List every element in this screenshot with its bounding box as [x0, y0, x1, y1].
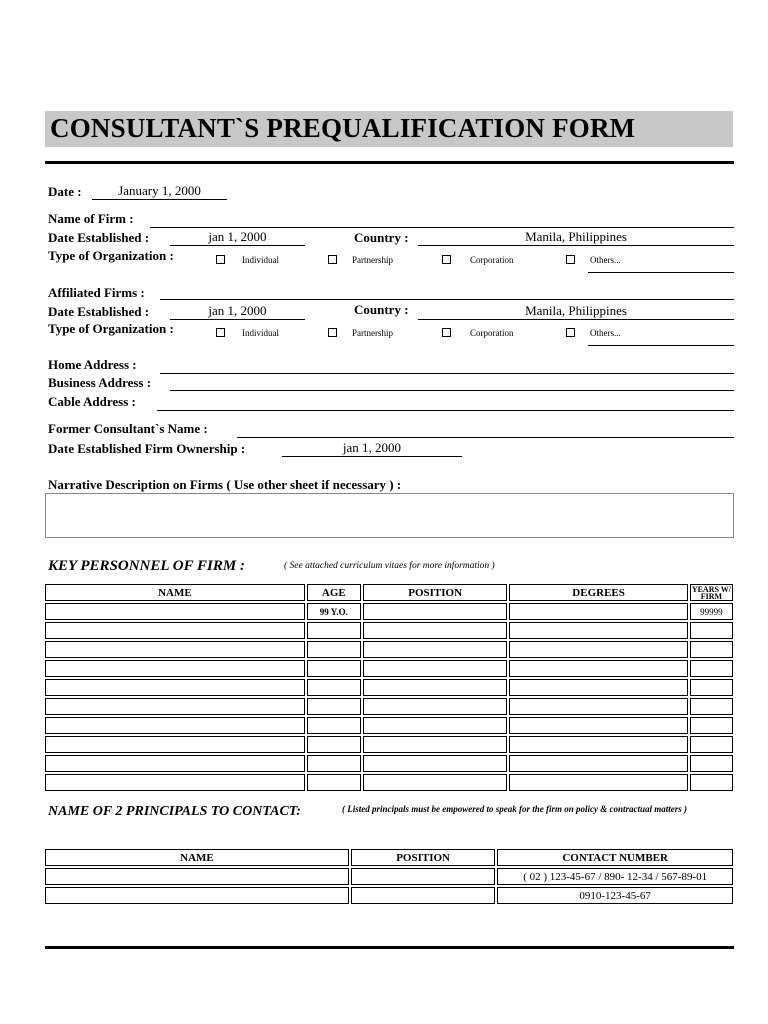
- key-personnel-cell-years[interactable]: [690, 641, 733, 658]
- key-personnel-cell-degrees[interactable]: [509, 755, 688, 772]
- key-personnel-cell-position[interactable]: [363, 717, 507, 734]
- firm-country-label: Country :: [354, 230, 409, 245]
- key-personnel-cell-position[interactable]: [363, 774, 507, 791]
- former-consultant-label: Former Consultant`s Name :: [48, 421, 208, 436]
- principal-cell-position[interactable]: [351, 868, 495, 885]
- key-personnel-note: ( See attached curriculum vitaes for more information ): [284, 561, 495, 571]
- principal-cell-contact-number[interactable]: ( 02 ) 123-45-67 / 890- 12-34 / 567-89-01: [497, 868, 733, 885]
- corporation-checkbox[interactable]: [442, 255, 451, 264]
- ownership-date-value[interactable]: jan 1, 2000: [342, 440, 402, 455]
- key-personnel-cell-position[interactable]: [363, 641, 507, 658]
- firm-date-established-value[interactable]: jan 1, 2000: [208, 229, 267, 244]
- key-personnel-cell-years[interactable]: [690, 679, 733, 696]
- cable-address-label: Cable Address :: [48, 394, 136, 409]
- principals-header-name: NAME: [45, 849, 349, 866]
- affiliated-date-established-value[interactable]: jan 1, 2000: [208, 303, 267, 318]
- key-personnel-cell-years[interactable]: [690, 755, 733, 772]
- affiliated-partnership-checkbox[interactable]: [328, 328, 337, 337]
- individual-option-label: Individual: [242, 255, 279, 265]
- table-row: [45, 603, 733, 620]
- key-personnel-heading: KEY PERSONNEL OF FIRM :: [48, 558, 245, 574]
- key-personnel-cell-years[interactable]: [690, 660, 733, 677]
- affiliated-partnership-option-label: Partnership: [352, 328, 393, 338]
- key-personnel-cell-age[interactable]: [307, 755, 361, 772]
- business-address-label: Business Address :: [48, 375, 152, 390]
- table-row: [45, 622, 733, 639]
- business-address-field[interactable]: [170, 390, 734, 391]
- key-personnel-cell-degrees[interactable]: [509, 641, 688, 658]
- key-personnel-cell-age[interactable]: [307, 698, 361, 715]
- date-underline: [92, 199, 227, 200]
- table-row: [45, 755, 733, 772]
- key-personnel-cell-degrees[interactable]: [509, 698, 688, 715]
- key-personnel-cell-degrees[interactable]: [509, 679, 688, 696]
- key-personnel-cell-name[interactable]: [45, 755, 305, 772]
- narrative-label: Narrative Description on Firms ( Use other sheet if necessary ) :: [48, 477, 402, 492]
- table-row: [45, 887, 733, 904]
- affiliated-date-established-label: Date Established :: [48, 304, 150, 319]
- firm-name-field[interactable]: [150, 227, 734, 228]
- key-personnel-cell-name[interactable]: [45, 641, 305, 658]
- individual-checkbox[interactable]: [216, 255, 225, 264]
- key-personnel-cell-position[interactable]: [363, 755, 507, 772]
- key-personnel-cell-age[interactable]: [307, 660, 361, 677]
- key-personnel-cell-name[interactable]: [45, 603, 305, 620]
- key-personnel-cell-position[interactable]: [363, 622, 507, 639]
- affiliated-corporation-checkbox[interactable]: [442, 328, 451, 337]
- affiliated-individual-checkbox[interactable]: [216, 328, 225, 337]
- affiliated-country-value[interactable]: Manila, Philippines: [525, 303, 627, 318]
- key-personnel-cell-name[interactable]: [45, 736, 305, 753]
- affiliated-firms-label: Affiliated Firms :: [48, 285, 145, 300]
- key-personnel-cell-name[interactable]: [45, 622, 305, 639]
- table-row: [45, 774, 733, 791]
- affiliated-corporation-option-label: Corporation: [470, 328, 514, 338]
- table-row: [45, 736, 733, 753]
- key-personnel-cell-years[interactable]: [690, 698, 733, 715]
- home-address-label: Home Address :: [48, 357, 137, 372]
- affiliated-date-underline: [170, 319, 305, 320]
- key-personnel-cell-position[interactable]: [363, 660, 507, 677]
- principal-cell-position[interactable]: [351, 887, 495, 904]
- others-checkbox[interactable]: [566, 255, 575, 264]
- others-underline[interactable]: [588, 272, 734, 273]
- key-personnel-cell-position[interactable]: [363, 698, 507, 715]
- title-divider: [45, 161, 734, 164]
- ownership-date-label: Date Established Firm Ownership :: [48, 441, 246, 456]
- column-header-years-with-firm: YEARS W/ FIRM: [691, 584, 732, 601]
- key-personnel-header-row: [45, 584, 733, 601]
- key-personnel-cell-age[interactable]: [307, 774, 361, 791]
- key-personnel-cell-years[interactable]: [690, 717, 733, 734]
- key-personnel-cell-age[interactable]: [307, 717, 361, 734]
- corporation-option-label: Corporation: [470, 255, 514, 265]
- key-personnel-cell-age[interactable]: [307, 736, 361, 753]
- key-personnel-cell-name[interactable]: [45, 698, 305, 715]
- column-header-age: AGE: [307, 584, 361, 601]
- affiliated-firms-field[interactable]: [160, 299, 734, 300]
- ownership-date-underline: [282, 456, 462, 457]
- column-header-degrees: DEGREES: [509, 584, 688, 601]
- column-header-position: POSITION: [363, 584, 507, 601]
- key-personnel-cell-age[interactable]: [307, 622, 361, 639]
- key-personnel-cell-degrees[interactable]: [509, 717, 688, 734]
- affiliated-country-label: Country :: [354, 302, 409, 317]
- key-personnel-cell-years[interactable]: [690, 622, 733, 639]
- affiliated-individual-option-label: Individual: [242, 328, 279, 338]
- key-personnel-cell-age[interactable]: 99 Y.O.: [307, 603, 361, 620]
- key-personnel-cell-degrees[interactable]: [509, 660, 688, 677]
- date-label: Date :: [48, 184, 82, 199]
- principals-header-row: [45, 849, 733, 866]
- key-personnel-cell-degrees[interactable]: [509, 622, 688, 639]
- footer-divider: [45, 946, 734, 949]
- table-row: [45, 698, 733, 715]
- key-personnel-cell-degrees[interactable]: [509, 603, 688, 620]
- key-personnel-cell-age[interactable]: [307, 641, 361, 658]
- key-personnel-table: [43, 582, 735, 793]
- column-header-name: NAME: [45, 584, 305, 601]
- key-personnel-cell-name[interactable]: [45, 679, 305, 696]
- key-personnel-cell-years[interactable]: 99999: [690, 603, 733, 620]
- form-title: CONSULTANT`S PREQUALIFICATION FORM: [50, 113, 636, 143]
- table-row: [45, 660, 733, 677]
- partnership-option-label: Partnership: [352, 255, 393, 265]
- principal-cell-name[interactable]: [45, 868, 349, 885]
- former-consultant-field[interactable]: [237, 437, 734, 438]
- cable-address-field[interactable]: [157, 410, 734, 411]
- key-personnel-cell-name[interactable]: [45, 774, 305, 791]
- principals-heading: NAME OF 2 PRINCIPALS TO CONTACT:: [48, 804, 301, 819]
- principals-header-contact: CONTACT NUMBER: [497, 849, 733, 866]
- principals-table: [43, 847, 735, 906]
- firm-date-underline: [170, 245, 305, 246]
- principals-note: ( Listed principals must be empowered to speak for the firm on policy & contractual matters ): [342, 804, 687, 814]
- affiliated-country-underline: [418, 319, 734, 320]
- principal-cell-contact-number[interactable]: 0910-123-45-67: [497, 887, 733, 904]
- key-personnel-cell-name[interactable]: [45, 660, 305, 677]
- firm-country-underline: [418, 245, 734, 246]
- firm-name-label: Name of Firm :: [48, 211, 134, 226]
- firm-org-type-label: Type of Organization :: [48, 248, 174, 263]
- firm-country-value[interactable]: Manila, Philippines: [525, 229, 627, 244]
- key-personnel-cell-position[interactable]: [363, 679, 507, 696]
- table-row: [45, 868, 733, 885]
- firm-date-established-label: Date Established :: [48, 230, 150, 245]
- key-personnel-cell-degrees[interactable]: [509, 736, 688, 753]
- table-row: [45, 641, 733, 658]
- others-option-label: Others...: [590, 255, 621, 265]
- home-address-field[interactable]: [160, 373, 734, 374]
- affiliated-org-type-label: Type of Organization :: [48, 321, 174, 336]
- table-row: [45, 679, 733, 696]
- partnership-checkbox[interactable]: [328, 255, 337, 264]
- affiliated-others-underline[interactable]: [588, 345, 734, 346]
- affiliated-others-checkbox[interactable]: [566, 328, 575, 337]
- key-personnel-cell-degrees[interactable]: [509, 774, 688, 791]
- key-personnel-cell-position[interactable]: [363, 603, 507, 620]
- table-row: [45, 717, 733, 734]
- principal-cell-name[interactable]: [45, 887, 349, 904]
- key-personnel-cell-years[interactable]: [690, 736, 733, 753]
- key-personnel-cell-age[interactable]: [307, 679, 361, 696]
- key-personnel-cell-years[interactable]: [690, 774, 733, 791]
- narrative-textarea[interactable]: [45, 493, 734, 538]
- key-personnel-cell-position[interactable]: [363, 736, 507, 753]
- affiliated-others-option-label: Others...: [590, 328, 621, 338]
- key-personnel-cell-name[interactable]: [45, 717, 305, 734]
- date-value[interactable]: January 1, 2000: [118, 183, 201, 198]
- principals-header-position: POSITION: [351, 849, 495, 866]
